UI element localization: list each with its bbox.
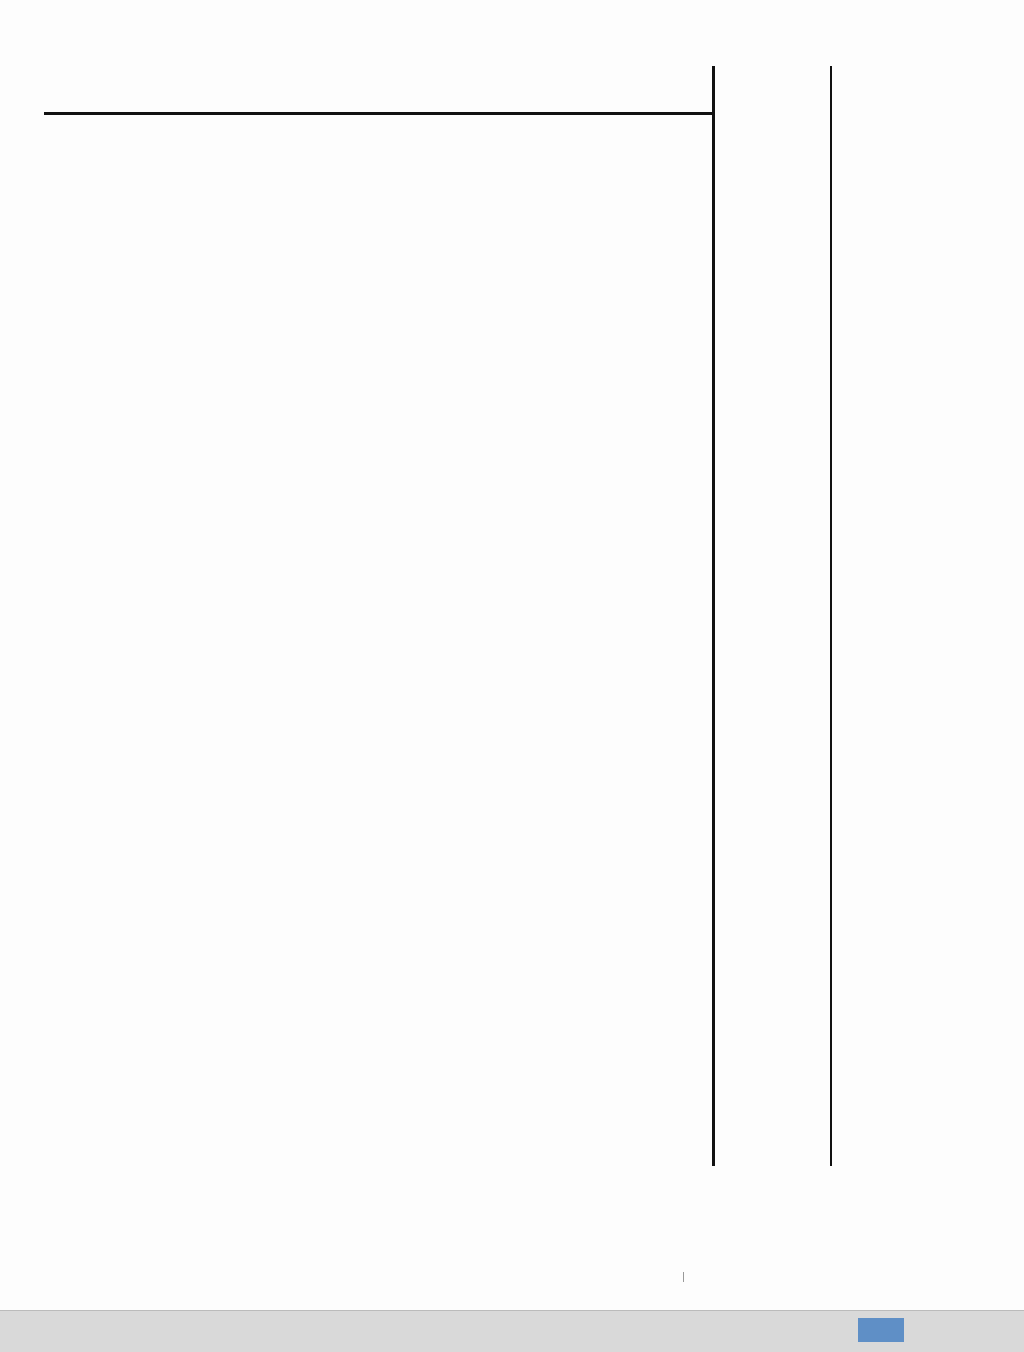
- margin-rule: [830, 66, 832, 1166]
- ornamental-border-top: [22, 24, 880, 64]
- ornamental-border-right: [838, 50, 878, 1170]
- ornamental-border-left: [8, 50, 48, 1170]
- dfg-logo: [858, 1318, 904, 1342]
- hab-barcode-logo: [4, 1316, 48, 1346]
- header-rule: [44, 112, 714, 115]
- column-rule: [712, 66, 715, 1166]
- scan-tick-mark: [683, 1272, 684, 1282]
- ornamental-border-bottom: [30, 1166, 890, 1214]
